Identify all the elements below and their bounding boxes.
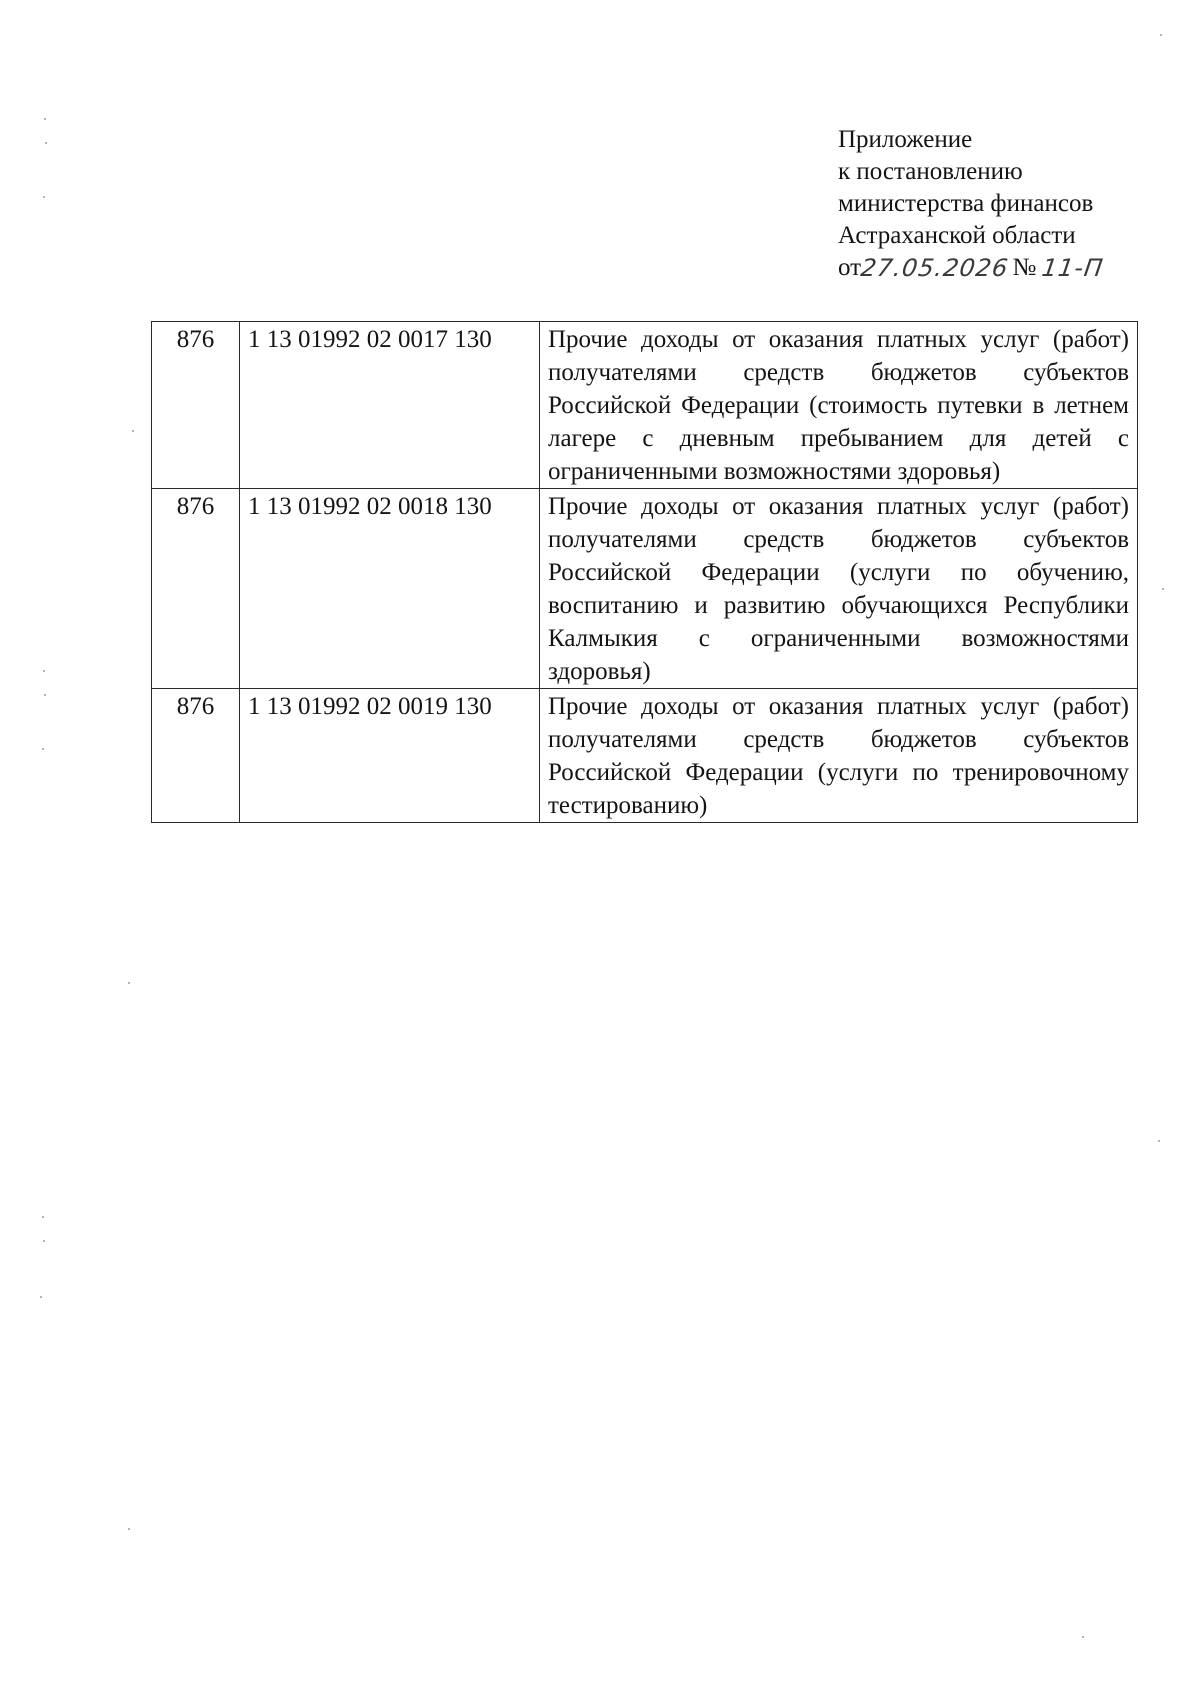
appendix-date-line (838, 252, 1104, 284)
admin-code-cell: 876 (152, 489, 240, 689)
table-row (152, 322, 1138, 489)
appendix-issuer-line: министерства финансов (838, 190, 1094, 217)
handwritten-date: 27.05.2026 (859, 254, 1011, 282)
scan-speck (43, 1240, 45, 1242)
budget-code-cell: 1 13 01992 02 0017 130 (240, 322, 540, 489)
scan-speck (128, 1528, 130, 1530)
admin-code-cell: 876 (152, 689, 240, 823)
admin-code-cell: 876 (152, 322, 240, 489)
revenue-name-cell: Прочие доходы от оказания платных услуг (работ) получателями средств бюджетов субъектов Российской Федерации (услуги по тренировочному тестированию) (540, 689, 1138, 823)
appendix-header (838, 124, 1104, 284)
scan-speck (44, 694, 46, 696)
appendix-region-line: Астраханской области (838, 222, 1076, 249)
scan-speck (43, 670, 45, 672)
appendix-title: Приложение (838, 126, 973, 153)
scan-speck (128, 982, 130, 984)
budget-code-cell: 1 13 01992 02 0018 130 (240, 489, 540, 689)
scan-speck (40, 1296, 42, 1298)
budget-code-cell: 1 13 01992 02 0019 130 (240, 689, 540, 823)
appendix-reference-line: к постановлению (838, 158, 1023, 185)
number-sign: № (1012, 254, 1037, 281)
handwritten-number: 11-П (1040, 254, 1106, 282)
scan-speck (132, 430, 134, 432)
revenue-name-cell: Прочие доходы от оказания платных услуг (работ) получателями средств бюджетов субъектов Российской Федерации (стоимость путевки в летнем лагере с дневным пребыванием для детей с ограниченными возможностями здоровья) (540, 322, 1138, 489)
scan-speck (45, 142, 47, 144)
scan-speck (43, 196, 45, 198)
scan-speck (1082, 1636, 1084, 1638)
scan-speck (1160, 34, 1162, 36)
scan-speck (1162, 588, 1164, 590)
scan-speck (42, 1216, 44, 1218)
revenue-codes-table (151, 321, 1138, 823)
date-prefix: от (838, 254, 862, 281)
table-row (152, 489, 1138, 689)
scan-speck (44, 118, 46, 120)
revenue-name-cell: Прочие доходы от оказания платных услуг (работ) получателями средств бюджетов субъектов Российской Федерации (услуги по обучению, воспитанию и развитию обучающихся Республики Калмыкия с ограниченными возможностями здоровья) (540, 489, 1138, 689)
table-row (152, 689, 1138, 823)
scan-speck (42, 748, 44, 750)
scan-speck (1158, 1140, 1160, 1142)
